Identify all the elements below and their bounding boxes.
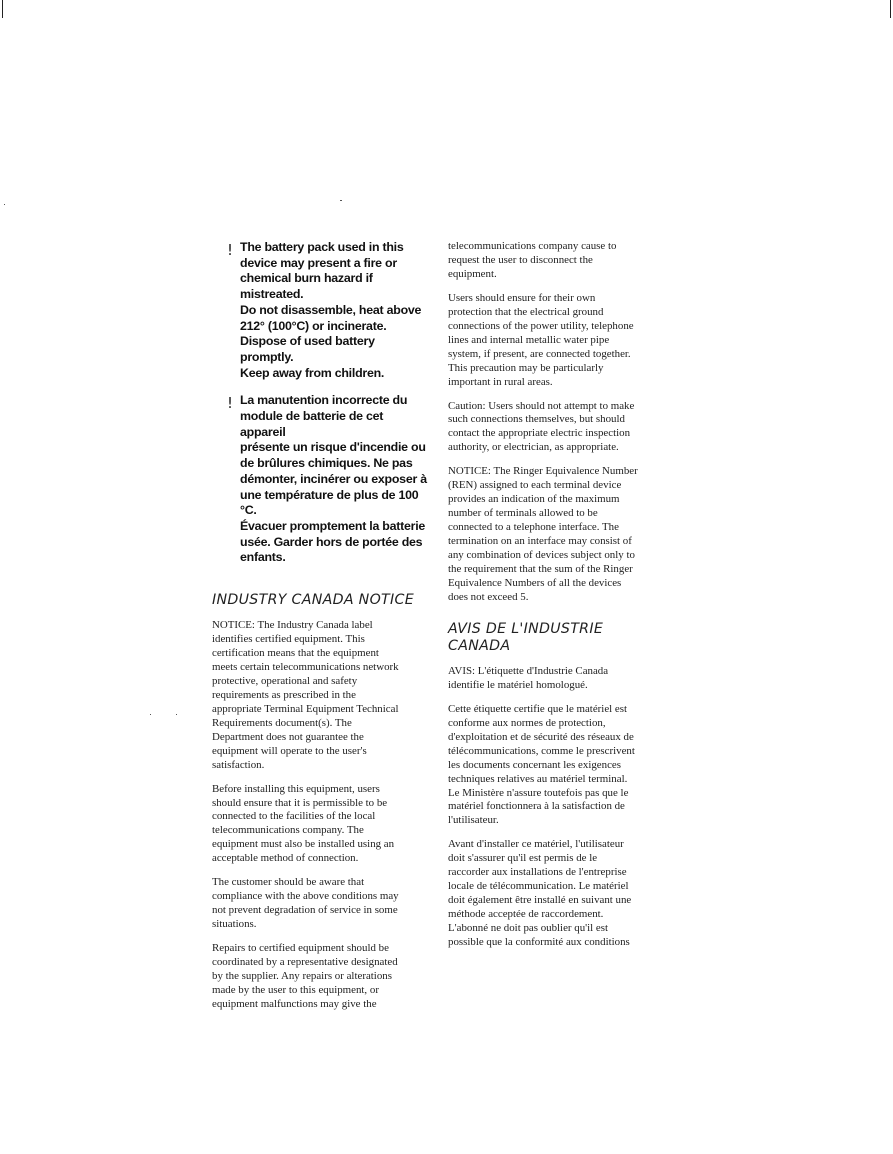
warning-text: The battery pack used in this device may present a fire or chemical burn hazard if mistreated. Do not disassemble, heat above 212° (100°C) or incinerate. Dispose of used battery promptly. Keep away from children. xyxy=(240,240,422,380)
battery-warning-english xyxy=(209,240,431,381)
scan-speck xyxy=(150,714,151,715)
warning-icon: ! xyxy=(227,241,234,259)
avis-industrie-heading: AVIS DE L'INDUSTRIE CANADA xyxy=(448,620,604,654)
battery-warning-french xyxy=(209,393,431,566)
body-paragraph: telecommunications company cause to request the user to disconnect the equipment. xyxy=(448,240,617,280)
page-edge-right xyxy=(890,0,891,18)
scan-speck xyxy=(4,204,5,205)
left-column xyxy=(209,240,431,1022)
body-paragraph: Avant d'installer ce matériel, l'utilisateur doit s'assurer qu'il est permis de le raccorder aux installations de l'entreprise locale de télécommunication. Le matériel doit également être installé en suivant une méthode acceptée de raccordement. L'abonné ne doit pas oublier qu'il est possible que la conformité aux conditions xyxy=(448,838,632,949)
body-paragraph: Cette étiquette certifie que le matériel est conforme aux normes de protection, d'exploitation et de sécurité des réseaux de télécommunications, comme le prescrivent les documents concernant les exigences techniques relatives au matériel terminal. Le Ministère n'assure toutefois pas que le matériel fonctionnera à la satisfaction de l'utilisateur. xyxy=(448,702,635,827)
scan-speck xyxy=(176,714,177,715)
warning-text: La manutention incorrecte du module de batterie de cet appareil présente un risque d'incendie ou de brûlures chimiques. Ne pas démonter, incinérer ou exposer à une température de plus de 100 °C. Évacuer promptement la batterie usée. Garder hors de portée des enfants. xyxy=(240,393,427,565)
body-paragraph: Repairs to certified equipment should be coordinated by a representative designated by the supplier. Any repairs or alterations made by the user to this equipment, or equipment malfunctions may give the xyxy=(212,942,398,1010)
body-paragraph: Before installing this equipment, users should ensure that it is permissible to be connected to the facilities of the local telecommunications company. The equipment must also be installed using an acceptable method of connection. xyxy=(212,782,395,865)
body-paragraph: AVIS: L'étiquette d'Industrie Canada identifie le matériel homologué. xyxy=(448,664,609,691)
page-edge-left xyxy=(2,0,3,18)
scan-speck xyxy=(340,200,342,201)
right-column xyxy=(448,240,668,960)
industry-canada-heading: INDUSTRY CANADA NOTICE xyxy=(212,592,414,609)
body-paragraph: NOTICE: The Industry Canada label identifies certified equipment. This certification means that the equipment meets certain telecommunications network protective, operational and safety requirements as prescribed in the appropriate Terminal Equipment Technical Requirements document(s). The Department does not guarantee the equipment will operate to the user's satisfaction. xyxy=(212,619,399,771)
warning-icon: ! xyxy=(227,394,234,413)
body-paragraph: Caution: Users should not attempt to make such connections themselves, but should contact the appropriate electric inspection authority, or electrician, as appropriate. xyxy=(448,399,635,454)
body-paragraph: Users should ensure for their own protection that the electrical ground connections of the power utility, telephone lines and internal metallic water pipe system, if present, are connected together. This precaution may be particularly important in rural areas. xyxy=(448,291,634,388)
body-paragraph: NOTICE: The Ringer Equivalence Number (REN) assigned to each terminal device provides an indication of the maximum number of terminals allowed to be connected to a telephone interface. The termination on an interface may consist of any combination of devices subject only to the requirement that the sum of the Ringer Equivalence Numbers of all the devices does not exceed 5. xyxy=(448,465,638,603)
body-paragraph: The customer should be aware that compliance with the above conditions may not prevent degradation of service in some situations. xyxy=(212,876,399,931)
